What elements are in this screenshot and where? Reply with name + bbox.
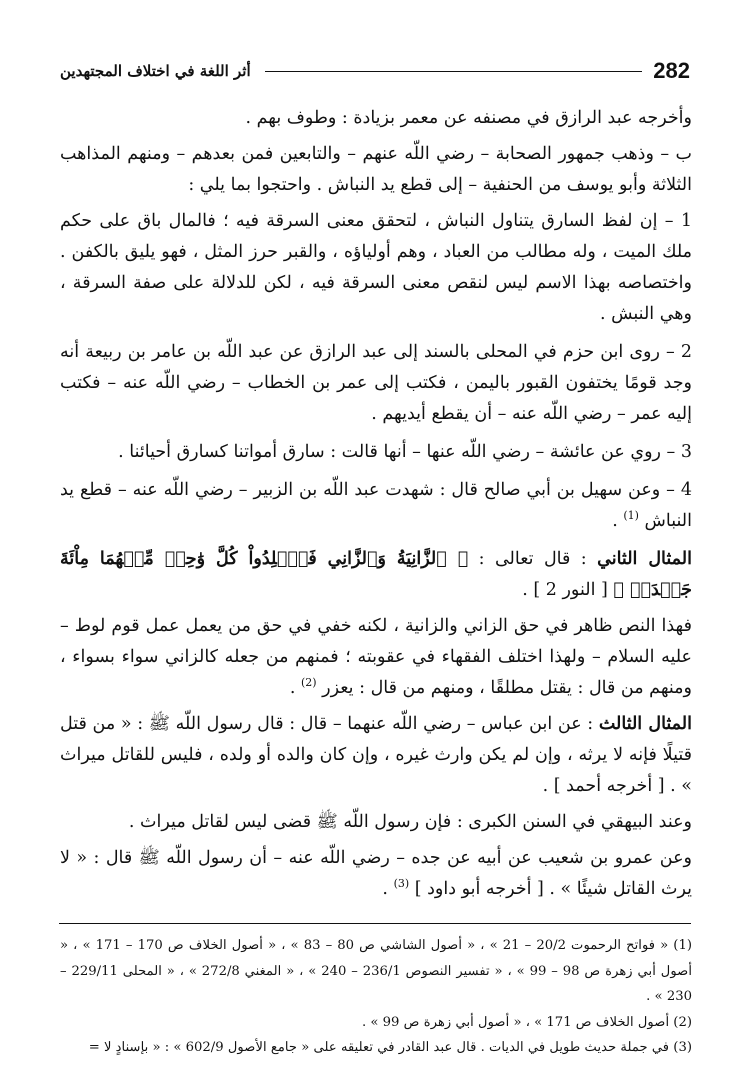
paragraph: ب – وذهب جمهور الصحابة – رضي اللّه عنهم – والتابعين فمن بعدهم – ومنهم المذاهب الثلاثة وأبو يوسف من الحنفية – إلى قطع يد النباش . واحتجوا بما يلي : [60,144,692,195]
footnote-rule [59,923,691,924]
example-paragraph [60,544,692,606]
verse-citation: [ النور 2 ] . [522,580,614,600]
footnote-ref: (3) [393,877,410,891]
paragraph [60,843,692,905]
argument-item: 3 – روي عن عائشة – رضي اللّه عنها – أنها قالت : سارق أمواتنا كسارق أحيائنا . [118,442,692,462]
paragraph [60,611,692,704]
footnote: (2) أصول الخلاف ص 171 » ، « أصول أبي زهرة ص 99 » . [362,1014,692,1030]
punctuation: . [612,511,624,531]
example-label: المثال الثالث [598,714,692,734]
header-rule [265,71,642,72]
hadith-text: وعن عمرو بن شعيب عن أبيه عن جده – رضي اللّه عنه – أن رسول اللّه ﷺ قال : « لا يرث القاتل شيئًا » . [ أخرجه أبو داود ] [60,848,692,899]
footnote-ref: (1) [623,509,639,523]
argument-item: 2 – روى ابن حزم في المحلى بالسند إلى عبد الرازق عن عبد اللّه بن عامر بن ربيعة أنه وجد قومًا يختفون القبور باليمن ، فكتب إلى عمر بن الخطاب – رضي اللّه عنه – فكتب إليه عمر – رضي اللّه عنه – أن يقطع أيديهم . [60,342,692,424]
example-intro: : قال تعالى : [468,549,598,569]
argument-item: 1 – إن لفظ السارق يتناول النباش ، لتحقق معنى السرقة فيه ؛ فالمال باق على حكم ملك الميت ، وله مطالب من العباد ، وهم أولياؤه ، والقبر حرز المثل ، فهو يليق بالكفن . واختصاصه بهذا الاسم ليس لنقص معنى السرقة فيه ، لكن للدلالة على صفة السرقة ، وهي النبش . [60,211,692,324]
footnote: (1) « فواتح الرحموت 20/2 – 21 » ، « أصول الشاشي ص 80 – 83 » ، « أصول الخلاف ص 170 – 171 » ، « أصول أبي زهرة ص 98 – 99 » ، « تفسير النصوص 236/1 – 240 » ، « المغني 272/8 » ، « المحلى 229/11 – 230 » . [60,938,693,1004]
main-text [60,103,692,910]
page-number: 282 [653,58,690,83]
hadith-text: : عن ابن عباس – رضي اللّه عنهما – قال : قال رسول اللّه ﷺ : « من قتل قتيلًا فإنه لا يرثه ، وإن لم يكن وارث غيره ، وإن كان والده أو ولده ، فليس للقاتل ميراث » . [ أخرجه أحمد ] . [60,714,692,796]
argument-item [60,475,692,537]
paragraph: وأخرجه عبد الرازق في مصنفه عن معمر بزيادة : وطوف بهم . [245,108,692,128]
running-title: أثر اللغة في اختلاف المجتهدين [60,62,251,80]
example-paragraph [60,709,692,802]
argument-text: 4 – وعن سهيل بن أبي صالح قال : شهدت عبد اللّه بن الزبير – رضي اللّه عنه – قطع يد النباش [60,480,692,531]
example-label: المثال الثاني [597,549,692,569]
footnote-ref: (2) [300,676,317,690]
footnotes [60,933,692,1061]
quran-verse: ﴿ ٱلزَّانِيَةُ وَٱلزَّانِي فَٱجۡلِدُواْ كُلَّ وَٰحِدٖ مِّنۡهُمَا مِاْئَةَ جَلۡدَةٖ ﴾ [60,549,692,600]
punctuation: . [382,879,394,899]
paragraph: وعند البيهقي في السنن الكبرى : فإن رسول اللّه ﷺ قضى ليس لقاتل ميراث . [128,812,692,832]
paragraph-text: فهذا النص ظاهر في حق الزاني والزانية ، لكنه خفي في حق من يعمل عمل قوم لوط – عليه السلام – ولهذا اختلف الفقهاء في عقوبته ؛ فمنهم من جعله كالزاني سواء بسواء ، ومنهم من قال : يقتل مطلقًا ، ومنهم من قال : يعزر [60,616,692,698]
footnote: (3) في جملة حديث طويل في الديات . قال عبد القادر في تعليقه على « جامع الأصول 602/9 » : « بإسنادٍ لا = [88,1040,692,1055]
page-header [60,58,690,88]
punctuation: . [289,678,301,698]
